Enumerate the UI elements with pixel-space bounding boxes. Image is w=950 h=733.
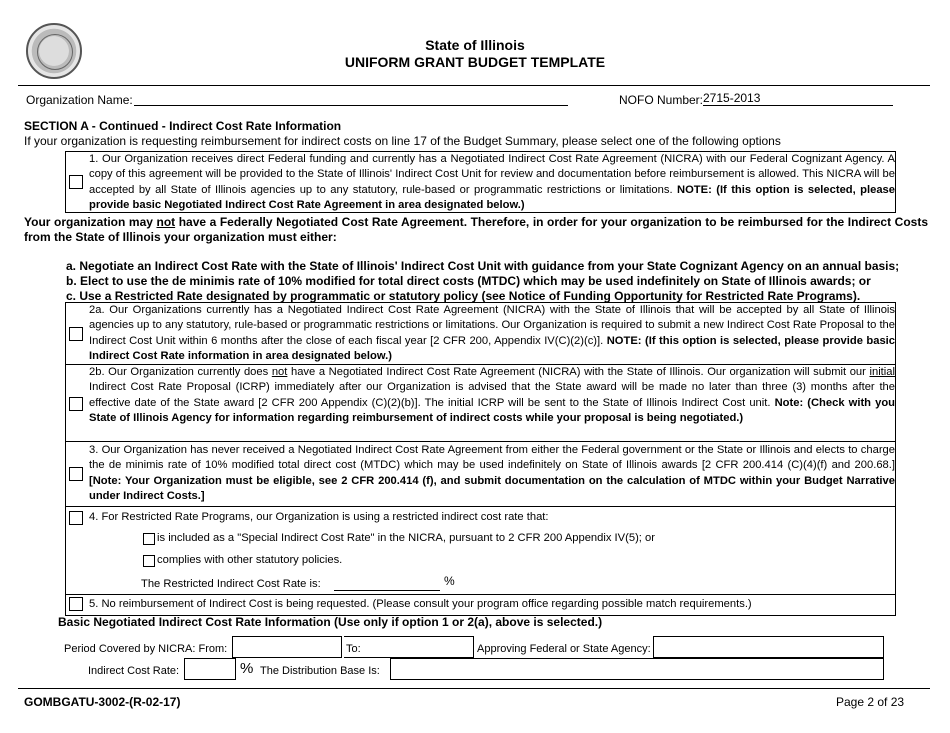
period-to-label: To: bbox=[346, 643, 361, 655]
option-4-sub1-text: is included as a "Special Indirect Cost Rate" in the NICRA, pursuant to 2 CFR 200 Appendix IV(5); or bbox=[157, 532, 655, 544]
option-2b-part2: have a Negotiated Indirect Cost Rate Agreement (NICRA) with the State of Illinois. Our organization will submit our bbox=[287, 366, 870, 378]
nofo-number-label: NOFO Number: bbox=[619, 93, 704, 107]
period-from-field[interactable] bbox=[232, 636, 342, 658]
option-1-body: 1. Our Organization receives direct Federal funding and currently has a Negotiated Indirect Cost Rate Agreement (NICRA) with our Federal Cognizant Agency. A copy of this agreement will be provided to the State of Illinois' Indirect Cost Unit for review and documentation before reimbursement is allowed. This NICRA will be accepted by all State of Illinois agencies up to any statutory, rule-based or programmatic restrictions or limitations. bbox=[89, 153, 895, 196]
option-1-checkbox[interactable] bbox=[69, 175, 83, 189]
section-a-intro: If your organization is requesting reimbursement for indirect costs on line 17 of the Budget Summary, please select one of the following options bbox=[24, 134, 781, 148]
may-not-part2: have a Federally Negotiated Cost Rate Agreement. Therefore, in order for your organization to be reimbursed for the Indirect Costs from the State of Illinois your organization must either: bbox=[24, 215, 929, 244]
period-from-label: Period Covered by NICRA: From: bbox=[64, 643, 228, 655]
period-to-field[interactable] bbox=[344, 636, 474, 658]
option-4-checkbox[interactable] bbox=[69, 511, 83, 525]
approving-agency-label: Approving Federal or State Agency: bbox=[477, 643, 651, 655]
option-2a-body: 2a. Our Organizations currently has a Negotiated Indirect Cost Rate Agreement (NICRA) with the State of Illinois that will be accepted by all State of Illinois agencies up to any statutory, rule-based or programmatic restrictions or limitations. Our Organization is required to submit a new Indirect Cost Rate Proposal to the Indirect Cost Unit within 6 months after the close of each fiscal year [2 CFR 200, Appendix IV(C)(2)(c)]. bbox=[89, 304, 895, 347]
indirect-cost-rate-percent: % bbox=[240, 660, 254, 677]
option-4-sub2-text: complies with other statutory policies. bbox=[157, 554, 343, 566]
option-3-checkbox[interactable] bbox=[69, 467, 83, 481]
option-4-sub2-checkbox[interactable] bbox=[143, 555, 155, 567]
option-2b-checkbox[interactable] bbox=[69, 397, 83, 411]
option-1-note: NOTE: (If this option is selected, please provide basic Negotiated Indirect Cost Rate Agreement in area designated below.) bbox=[89, 183, 895, 211]
option-2b-underline-initial: initial bbox=[869, 366, 895, 378]
restricted-rate-percent: % bbox=[444, 574, 455, 588]
option-3-text bbox=[89, 443, 895, 504]
option-2b-text bbox=[89, 365, 895, 426]
header-state: State of Illinois bbox=[425, 37, 525, 53]
footer-page-number: Page 2 of 23 bbox=[836, 695, 905, 709]
footer-rule bbox=[18, 688, 930, 689]
org-name-field[interactable] bbox=[134, 92, 568, 106]
org-name-label: Organization Name: bbox=[26, 93, 133, 107]
option-2b-note: Note: (Check with you State of Illinois Agency for information regarding reimbursement of indirect costs while your proposal is being negotiated.) bbox=[89, 396, 895, 424]
footer-form-id: GOMBGATU-3002-(R-02-17) bbox=[24, 695, 181, 709]
divider-4-5 bbox=[65, 594, 896, 595]
may-not-paragraph bbox=[24, 215, 928, 245]
option-2b-part3: Indirect Cost Rate Proposal (ICRP) immediately after our Organization is advised that the State award will be made no later than three (3) months after the effective date of the State award [2 CFR 200 Appendix (C)(2)(b)]. The initial ICRP will be sent to the State of Illinois Indirect Cost unit. bbox=[89, 381, 895, 409]
divider-3-4 bbox=[65, 506, 896, 507]
nofo-number-field[interactable]: 2715-2013 bbox=[703, 92, 893, 106]
restricted-rate-field[interactable] bbox=[334, 577, 440, 591]
option-1-text bbox=[89, 152, 895, 213]
option-2a-checkbox[interactable] bbox=[69, 327, 83, 341]
approving-agency-field[interactable] bbox=[653, 636, 884, 658]
choice-a: a. Negotiate an Indirect Cost Rate with the State of Illinois' Indirect Cost Unit with guidance from your State Cognizant Agency on an annual basis; bbox=[66, 259, 900, 273]
choice-c: c. Use a Restricted Rate designated by programmatic or statutory policy (see Notice of Funding Opportunity for Restricted Rate Programs). bbox=[66, 289, 861, 303]
option-2b-part1: 2b. Our Organization currently does bbox=[89, 366, 272, 378]
header-rule bbox=[18, 85, 930, 86]
option-5-checkbox[interactable] bbox=[69, 597, 83, 611]
choice-b: b. Elect to use the de minimis rate of 10% modified for total direct costs (MTDC) which may be used indefinitely on State of Illinois awards; or bbox=[66, 274, 871, 288]
distribution-base-label: The Distribution Base Is: bbox=[260, 665, 380, 677]
option-3-note: [Note: Your Organization must be eligible, see 2 CFR 200.414 (f), and submit documentation on the calculation of MTDC within your Budget Narrative under Indirect Costs.] bbox=[89, 474, 895, 502]
may-not-part1: Your organization may bbox=[24, 215, 157, 229]
option-2a-note: NOTE: (If this option is selected, please provide basic Indirect Cost Rate information in area designated below.) bbox=[89, 334, 895, 362]
restricted-rate-label: The Restricted Indirect Cost Rate is: bbox=[141, 578, 321, 590]
header-title: UNIFORM GRANT BUDGET TEMPLATE bbox=[344, 54, 606, 70]
option-5-text: 5. No reimbursement of Indirect Cost is being requested. (Please consult your program office regarding possible match requirements.) bbox=[89, 598, 752, 610]
option-3-body: 3. Our Organization has never received a Negotiated Indirect Cost Rate Agreement from either the Federal government or the State or Illinois and elects to charge the de minimis rate of 10% modified total direct cost (MTDC) which may be used indefinitely on State of Illinois awards [2 CFR 200.414 (C)(4)(f) and 200.68.] bbox=[89, 444, 895, 472]
option-4-text: 4. For Restricted Rate Programs, our Organization is using a restricted indirect cost rate that: bbox=[89, 511, 549, 523]
indirect-cost-rate-label: Indirect Cost Rate: bbox=[88, 665, 180, 677]
section-a-title: SECTION A - Continued - Indirect Cost Rate Information bbox=[24, 119, 342, 133]
option-2b-underline-not: not bbox=[271, 366, 288, 378]
divider-2b-3 bbox=[65, 441, 896, 442]
option-2a-text bbox=[89, 303, 895, 364]
basic-nicra-title: Basic Negotiated Indirect Cost Rate Information (Use only if option 1 or 2(a), above is selected.) bbox=[58, 615, 603, 629]
indirect-cost-rate-field[interactable] bbox=[184, 658, 236, 680]
distribution-base-field[interactable] bbox=[390, 658, 884, 680]
option-4-sub1-checkbox[interactable] bbox=[143, 533, 155, 545]
may-not-underlined: not bbox=[156, 215, 176, 229]
